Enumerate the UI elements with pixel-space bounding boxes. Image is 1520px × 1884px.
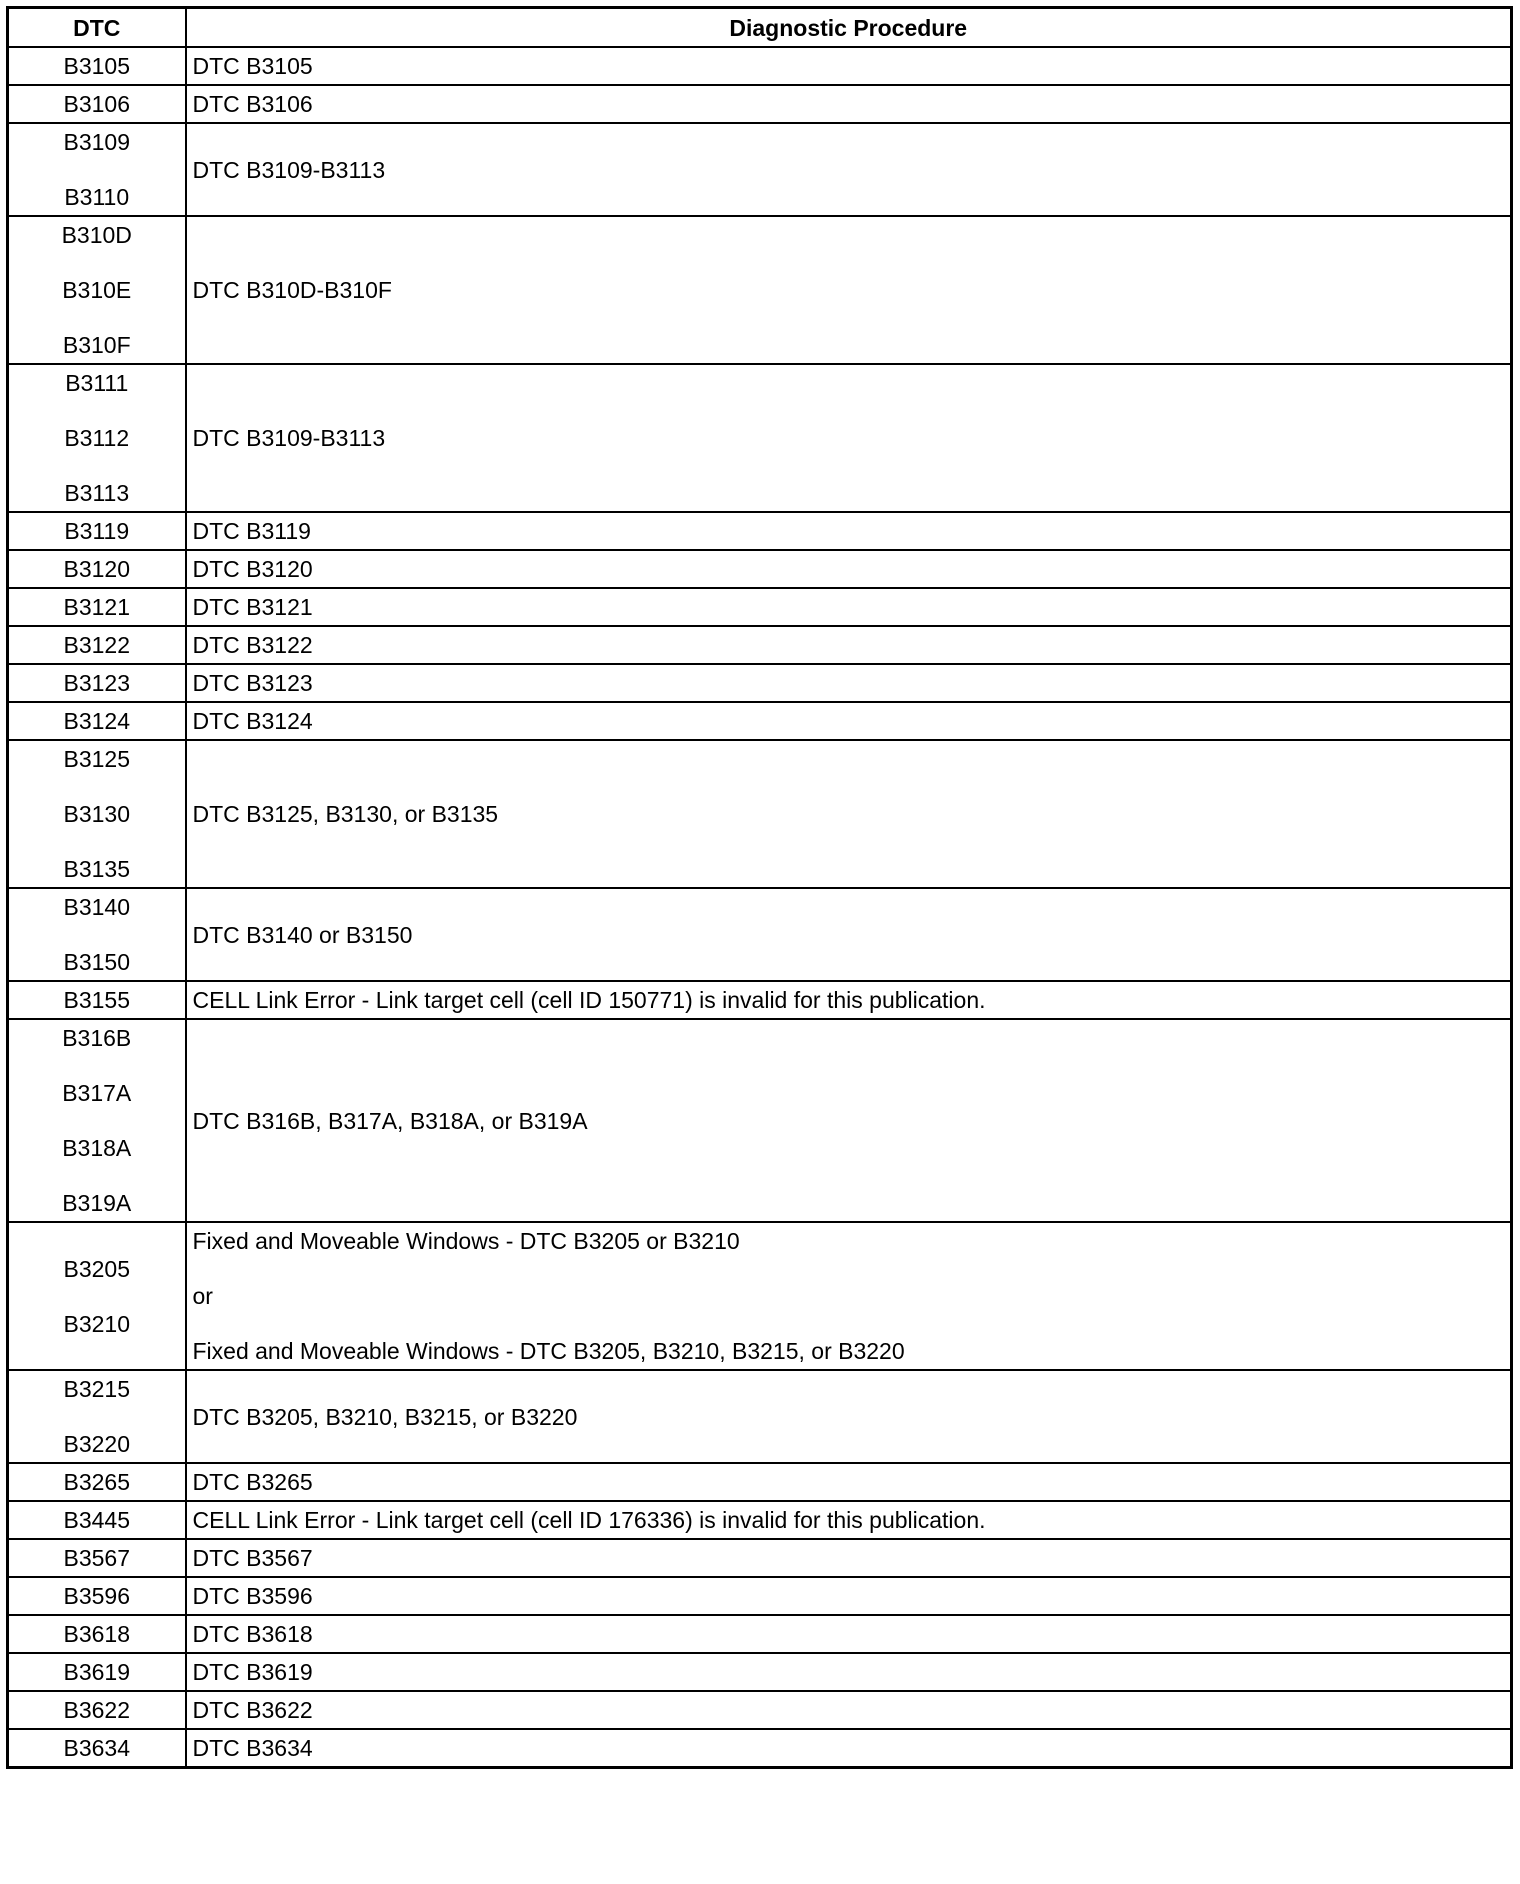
procedure-cell bbox=[186, 550, 1512, 588]
dtc-code: B3140 bbox=[63, 894, 130, 920]
procedure-text: DTC B3119 bbox=[192, 518, 311, 544]
procedure-text: CELL Link Error - Link target cell (cell ID 176336) is invalid for this publication. bbox=[192, 1507, 986, 1533]
dtc-cell bbox=[8, 588, 186, 626]
procedure-cell bbox=[186, 1691, 1512, 1729]
dtc-code: B3265 bbox=[63, 1469, 130, 1495]
procedure-cell bbox=[186, 588, 1512, 626]
dtc-cell bbox=[8, 550, 186, 588]
dtc-code: B3210 bbox=[63, 1310, 130, 1337]
dtc-cell bbox=[8, 1222, 186, 1370]
procedure-text: DTC B3265 bbox=[192, 1469, 313, 1495]
procedure-text: DTC B3109-B3113 bbox=[192, 425, 386, 451]
procedure-cell bbox=[186, 664, 1512, 702]
table-row bbox=[8, 85, 1512, 123]
table-row bbox=[8, 550, 1512, 588]
table-row bbox=[8, 216, 1512, 364]
procedure-cell bbox=[186, 1615, 1512, 1653]
procedure-cell bbox=[186, 1653, 1512, 1691]
dtc-cell bbox=[8, 740, 186, 888]
procedure-text: DTC B3205, B3210, B3215, or B3220 bbox=[192, 1403, 578, 1430]
dtc-code: B3113 bbox=[64, 480, 130, 506]
table-row bbox=[8, 664, 1512, 702]
dtc-code: B3112 bbox=[64, 425, 130, 451]
dtc-code: B3155 bbox=[63, 987, 130, 1013]
procedure-text: Fixed and Moveable Windows - DTC B3205, B3210, B3215, or B3220 bbox=[192, 1338, 905, 1364]
procedure-text: DTC B3106 bbox=[192, 91, 313, 117]
dtc-code: B3105 bbox=[63, 53, 130, 79]
table-row bbox=[8, 740, 1512, 888]
dtc-cell bbox=[8, 216, 186, 364]
dtc-code: B319A bbox=[62, 1190, 132, 1216]
dtc-cell bbox=[8, 512, 186, 550]
procedure-text: DTC B3596 bbox=[192, 1583, 313, 1609]
procedure-text: DTC B3622 bbox=[192, 1697, 313, 1723]
procedure-cell bbox=[186, 626, 1512, 664]
procedure-cell bbox=[186, 47, 1512, 85]
table-row bbox=[8, 626, 1512, 664]
dtc-code: B3150 bbox=[63, 949, 130, 975]
dtc-code: B3622 bbox=[63, 1697, 130, 1723]
procedure-cell bbox=[186, 981, 1512, 1019]
dtc-code: B3596 bbox=[63, 1583, 130, 1609]
dtc-cell bbox=[8, 1539, 186, 1577]
procedure-text: DTC B3140 or B3150 bbox=[192, 921, 413, 948]
table-header bbox=[8, 8, 1512, 48]
procedure-cell bbox=[186, 1019, 1512, 1222]
procedure-text: DTC B3567 bbox=[192, 1545, 313, 1571]
procedure-cell bbox=[186, 740, 1512, 888]
dtc-code: B3119 bbox=[64, 518, 130, 544]
dtc-code: B3215 bbox=[63, 1376, 130, 1402]
table-row bbox=[8, 1463, 1512, 1501]
dtc-cell bbox=[8, 1653, 186, 1691]
dtc-code: B3567 bbox=[63, 1545, 130, 1571]
procedure-cell bbox=[186, 364, 1512, 512]
dtc-cell bbox=[8, 888, 186, 981]
dtc-cell bbox=[8, 664, 186, 702]
dtc-cell bbox=[8, 1615, 186, 1653]
procedure-text: DTC B3634 bbox=[192, 1735, 313, 1761]
dtc-code: B310E bbox=[62, 277, 132, 303]
procedure-text: Fixed and Moveable Windows - DTC B3205 or B3210 bbox=[192, 1228, 740, 1254]
procedure-cell bbox=[186, 512, 1512, 550]
procedure-text: DTC B3122 bbox=[192, 632, 313, 658]
dtc-code: B3205 bbox=[63, 1255, 130, 1282]
dtc-code: B3123 bbox=[63, 670, 130, 696]
header-row bbox=[8, 8, 1512, 48]
table-row bbox=[8, 1729, 1512, 1768]
dtc-code: B3122 bbox=[63, 632, 130, 658]
procedure-cell bbox=[186, 1577, 1512, 1615]
dtc-cell bbox=[8, 123, 186, 216]
dtc-code: B310D bbox=[61, 222, 132, 248]
table-row bbox=[8, 512, 1512, 550]
document bbox=[6, 6, 1510, 1769]
dtc-code: B310F bbox=[62, 332, 131, 358]
table-row bbox=[8, 1615, 1512, 1653]
dtc-code: B3109 bbox=[63, 129, 130, 155]
procedure-text: CELL Link Error - Link target cell (cell ID 150771) is invalid for this publication. bbox=[192, 987, 986, 1013]
table-row bbox=[8, 888, 1512, 981]
dtc-code: B3130 bbox=[63, 801, 130, 827]
procedure-text: DTC B3105 bbox=[192, 53, 313, 79]
table-row bbox=[8, 1691, 1512, 1729]
procedure-text: DTC B3120 bbox=[192, 556, 313, 582]
dtc-cell bbox=[8, 1501, 186, 1539]
dtc-cell bbox=[8, 1463, 186, 1501]
table-row bbox=[8, 1653, 1512, 1691]
procedure-text: or bbox=[192, 1283, 213, 1309]
dtc-table bbox=[6, 6, 1513, 1769]
table-row bbox=[8, 1222, 1512, 1370]
procedure-text: DTC B3109-B3113 bbox=[192, 156, 386, 183]
procedure-cell bbox=[186, 216, 1512, 364]
dtc-code: B3445 bbox=[63, 1507, 130, 1533]
table-body bbox=[8, 47, 1512, 1768]
table-row bbox=[8, 981, 1512, 1019]
dtc-code: B3121 bbox=[63, 594, 130, 620]
dtc-cell bbox=[8, 364, 186, 512]
table-row bbox=[8, 1577, 1512, 1615]
procedure-cell bbox=[186, 1729, 1512, 1768]
dtc-cell bbox=[8, 47, 186, 85]
procedure-text: DTC B3125, B3130, or B3135 bbox=[192, 801, 499, 827]
dtc-cell bbox=[8, 1729, 186, 1768]
dtc-cell bbox=[8, 85, 186, 123]
header-dtc: DTC bbox=[8, 8, 186, 48]
dtc-code: B3125 bbox=[63, 746, 130, 772]
procedure-text: DTC B3121 bbox=[192, 594, 313, 620]
header-diagnostic-procedure: Diagnostic Procedure bbox=[186, 8, 1512, 48]
procedure-cell bbox=[186, 1501, 1512, 1539]
table-row bbox=[8, 1539, 1512, 1577]
procedure-text: DTC B3124 bbox=[192, 708, 313, 734]
procedure-text: DTC B316B, B317A, B318A, or B319A bbox=[192, 1107, 588, 1134]
table-row bbox=[8, 1370, 1512, 1463]
dtc-code: B316B bbox=[62, 1025, 132, 1051]
dtc-code: B3618 bbox=[63, 1621, 130, 1647]
dtc-cell bbox=[8, 1691, 186, 1729]
procedure-cell bbox=[186, 1463, 1512, 1501]
dtc-cell bbox=[8, 981, 186, 1019]
procedure-text: DTC B310D-B310F bbox=[192, 277, 392, 303]
table-row bbox=[8, 364, 1512, 512]
procedure-cell bbox=[186, 85, 1512, 123]
procedure-text: DTC B3123 bbox=[192, 670, 313, 696]
dtc-code: B3111 bbox=[65, 370, 129, 396]
dtc-code: B3634 bbox=[63, 1735, 130, 1761]
dtc-code: B3220 bbox=[63, 1431, 130, 1457]
table-row bbox=[8, 702, 1512, 740]
procedure-text: DTC B3619 bbox=[192, 1659, 313, 1685]
table-row bbox=[8, 1501, 1512, 1539]
dtc-code: B3124 bbox=[63, 708, 130, 734]
dtc-cell bbox=[8, 1019, 186, 1222]
dtc-code: B3619 bbox=[63, 1659, 130, 1685]
dtc-code: B318A bbox=[62, 1135, 132, 1161]
procedure-cell bbox=[186, 888, 1512, 981]
procedure-cell bbox=[186, 1370, 1512, 1463]
dtc-cell bbox=[8, 626, 186, 664]
dtc-cell bbox=[8, 1370, 186, 1463]
table-row bbox=[8, 123, 1512, 216]
table-row bbox=[8, 1019, 1512, 1222]
dtc-cell bbox=[8, 702, 186, 740]
dtc-code: B3106 bbox=[63, 91, 130, 117]
table-row bbox=[8, 588, 1512, 626]
dtc-code: B3120 bbox=[63, 556, 130, 582]
procedure-cell bbox=[186, 1539, 1512, 1577]
dtc-code: B317A bbox=[62, 1080, 132, 1106]
procedure-text: DTC B3618 bbox=[192, 1621, 313, 1647]
dtc-code: B3110 bbox=[64, 184, 130, 210]
table-row bbox=[8, 47, 1512, 85]
procedure-cell bbox=[186, 1222, 1512, 1370]
dtc-cell bbox=[8, 1577, 186, 1615]
procedure-cell bbox=[186, 702, 1512, 740]
procedure-cell bbox=[186, 123, 1512, 216]
dtc-code: B3135 bbox=[63, 856, 130, 882]
